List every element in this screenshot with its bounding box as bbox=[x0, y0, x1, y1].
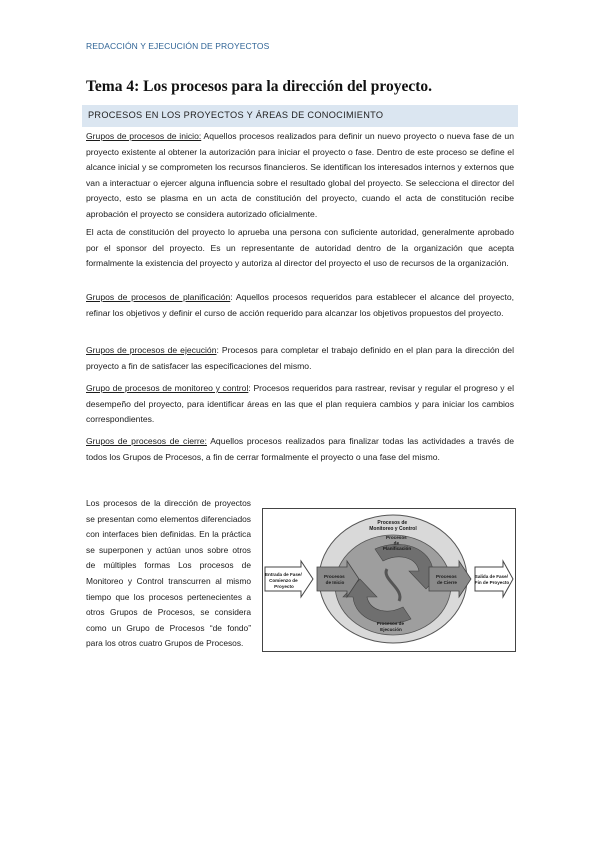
term-cierre: Grupos de procesos de cierre: bbox=[86, 436, 207, 446]
term-monitoreo: Grupo de procesos de monitoreo y control bbox=[86, 383, 249, 393]
page-title: Tema 4: Los procesos para la dirección del proyecto. bbox=[86, 78, 433, 95]
exit-arrow bbox=[475, 561, 513, 597]
label-salida: Salida de Fase/ Fin de Proyecto bbox=[474, 574, 510, 585]
running-header: REDACCIÓN Y EJECUCIÓN DE PROYECTOS bbox=[86, 41, 270, 51]
term-ejecucion: Grupos de procesos de ejecución bbox=[86, 345, 217, 355]
label-ejecucion: Procesos de Ejecución bbox=[376, 621, 405, 632]
label-planificacion: Procesos de Planificación bbox=[382, 535, 412, 551]
text-inicio: Aquellos procesos realizados para definir un nuevo proyecto o nueva fase de un proyecto existente al obtener la autorización para iniciar el proyecto o fase. Dentro de este proceso se define el alcance inicial y se comprometen los recursos financieros. Se identifican los interesados internos y externos que van a interactuar o ejercer alguna influencia sobre el resultado global del proyecto. Se selecciona el director del proyecto, esto se plasma en un acta de constitución del proyecto, cuando el acta de constitución recibe aprobación el proyecto se considera autorizado oficialmente. bbox=[86, 131, 514, 219]
text-ejecucion: : Procesos para completar el trabajo definido en el plan para la dirección del proyecto a fin de satisfacer las especificaciones del mismo. bbox=[86, 345, 514, 371]
section-heading: PROCESOS EN LOS PROYECTOS Y ÁREAS DE CONOCIMIENTO bbox=[88, 110, 384, 120]
paragraph-monitoreo bbox=[86, 381, 514, 428]
diagram-svg bbox=[263, 509, 515, 651]
term-planificacion: Grupos de procesos de planificación bbox=[86, 292, 231, 302]
label-entrada: Entrada de Fase/ Comienzo de Proyecto bbox=[264, 572, 302, 589]
term-inicio: Grupos de procesos de inicio: bbox=[86, 131, 202, 141]
paragraph-planificacion bbox=[86, 290, 514, 321]
text-monitoreo: : Procesos requeridos para rastrear, revisar y regular el progreso y el desempeño del proyecto, para identificar áreas en las que el plan requiera cambios y para iniciar los cambios correspondientes. bbox=[86, 383, 514, 425]
text-cierre: Aquellos procesos realizados para finalizar todas las actividades a través de todos los Grupos de Procesos, a fin de cerrar formalmente el proyecto o una fase del mismo. bbox=[86, 436, 514, 462]
label-inicio: Procesos de Inicio bbox=[324, 574, 345, 585]
paragraph-acta: El acta de constitución del proyecto lo aprueba una persona con suficiente autoridad, generalmente aprobado por el sponsor del proyecto. Es un representante de autoridad dentro de la organización que acepta formalmente la existencia del proyecto y autoriza al director del proyecto el uso de recursos de la organización. bbox=[86, 227, 514, 269]
paragraph-ejecucion bbox=[86, 343, 514, 374]
side-paragraph: Los procesos de la dirección de proyectos se presentan como elementos diferenciados con interfaces bien definidas. En la práctica se superponen y actúan unos sobre otros de múltiples formas Los procesos de Monitoreo y Control transcurren al mismo tiempo que los procesos pertenecientes a otros Grupos de Procesos, se considera como un Grupo de Procesos “de fondo” para los otros cuatro Grupos de Procesos. bbox=[86, 498, 251, 649]
paragraph-cierre bbox=[86, 434, 514, 465]
paragraph-inicio bbox=[86, 129, 514, 223]
process-groups-diagram bbox=[262, 508, 516, 652]
label-cierre: Procesos de Cierre bbox=[436, 574, 457, 585]
text-planificacion: : Aquellos procesos requeridos para establecer el alcance del proyecto, refinar los objetivos y definir el curso de acción requerido para alcanzar los objetivos propuestos del proyecto. bbox=[86, 292, 514, 318]
section-heading-bar bbox=[82, 105, 518, 127]
label-monitoreo: Procesos de Monitoreo y Control bbox=[369, 520, 417, 532]
